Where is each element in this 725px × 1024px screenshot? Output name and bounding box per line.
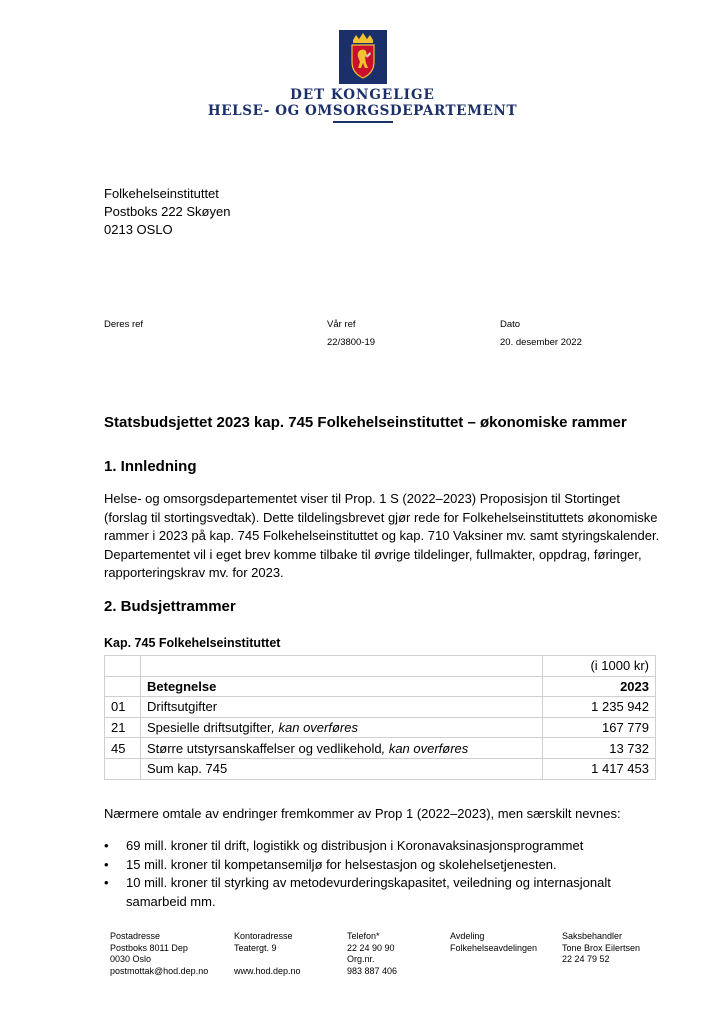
recipient-address xyxy=(104,185,230,239)
unit-note: (i 1000 kr) xyxy=(543,656,656,677)
row-label: Driftsutgifter xyxy=(147,699,218,715)
var-ref-value: 22/3800-19 xyxy=(327,337,376,348)
footer-email: postmottak@hod.dep.no xyxy=(110,965,209,976)
row-label-suffix: , kan overføres xyxy=(271,720,358,736)
ministry-name-line1: DET KONGELIGE xyxy=(290,87,435,103)
footer-website: www.hod.dep.no xyxy=(234,965,301,976)
footer-avdeling: Avdeling Folkehelseavdelingen xyxy=(450,931,538,953)
section-heading-innledning: 1. Innledning xyxy=(104,458,197,475)
footer-saksbehandler: Saksbehandler Tone Brox Eilertsen 22 24 79 52 xyxy=(562,931,641,964)
list-item: • 10 mill. kroner til styrking av metodevurderingskapasitet, veiledning og internasjonalt samarbeid mm. xyxy=(104,875,611,909)
row-amount: 13 732 xyxy=(543,738,656,759)
after-table-text: Nærmere omtale av endringer fremkommer av Prop 1 (2022–2023), men særskilt nevnes: xyxy=(104,806,621,821)
row-amount: 167 779 xyxy=(543,717,656,738)
sum-amount: 1 417 453 xyxy=(543,758,656,779)
footer-kontoradresse: Kontoradresse Teatergt. 9 www.hod.dep.no xyxy=(234,931,301,976)
sum-label: Sum kap. 745 xyxy=(141,758,543,779)
bullet-icon: • xyxy=(104,875,109,890)
section-body-innledning: Helse- og omsorgsdepartementet viser til Prop. 1 S (2022–2023) Proposisjon til Stortinget (forslag til stortingsvedtak). Dette tildelingsbrevet gjør rede for Folkehelseinstituttets økonomiske rammer i 2023 på kap. 745 Folkehelseinstituttet og kap. 710 Vaksiner mv. samt styringskalender. Departementet vil i eget brev komme tilbake til øvrige tildelinger, fullmakter, oppdrag, føringer, rapporteringskrav mv. for 2023. xyxy=(104,491,660,580)
table-title: Kap. 745 Folkehelseinstituttet xyxy=(104,636,281,650)
coat-of-arms-icon xyxy=(339,30,387,84)
ministry-name-line2: HELSE- OG OMSORGSDEPARTEMENT xyxy=(207,103,518,119)
table-sum-row xyxy=(105,758,656,779)
recipient-name: Folkehelseinstituttet xyxy=(104,186,219,201)
table-header-row xyxy=(105,676,656,697)
ministry-logo xyxy=(0,30,725,123)
bullet-list xyxy=(104,837,660,911)
table-row xyxy=(105,717,656,738)
date-value: 20. desember 2022 xyxy=(500,337,582,348)
logo-underline xyxy=(333,121,393,123)
row-amount: 1 235 942 xyxy=(543,697,656,718)
row-label: Større utstyrsanskaffelser og vedlikehold xyxy=(147,740,382,756)
deres-ref-label: Deres ref xyxy=(104,319,144,330)
bullet-icon: • xyxy=(104,838,109,853)
date-label: Dato xyxy=(500,319,521,330)
column-header-year: 2023 xyxy=(543,676,656,697)
row-code: 45 xyxy=(105,738,141,759)
list-item: • 69 mill. kroner til drift, logistikk og distribusjon i Koronavaksinasjonsprogrammet xyxy=(104,837,660,856)
row-label: Spesielle driftsutgifter xyxy=(147,720,272,736)
table-row xyxy=(105,697,656,718)
row-code: 21 xyxy=(105,717,141,738)
bullet-icon: • xyxy=(104,856,109,872)
footer-telefon: Telefon* 22 24 90 90 Org.nr. 983 887 406 xyxy=(347,931,398,976)
table-row xyxy=(105,738,656,759)
recipient-city: 0213 OSLO xyxy=(104,222,173,237)
column-header-description: Betegnelse xyxy=(141,676,543,697)
footer-postadresse: Postadresse Postboks 8011 Dep 0030 Oslo postmottak@hod.dep.no xyxy=(110,931,209,976)
section-heading-budsjettrammer: 2. Budsjettrammer xyxy=(104,598,236,615)
budget-table xyxy=(104,655,656,780)
row-code: 01 xyxy=(105,697,141,718)
table-unit-row xyxy=(105,656,656,677)
var-ref-label: Vår ref xyxy=(327,319,356,330)
row-label-suffix: , kan overføres xyxy=(381,740,469,756)
list-item: • 15 mill. kroner til kompetansemiljø for helsestasjon og skolehelsetjenesten. xyxy=(104,856,660,875)
document-title: Statsbudsjettet 2023 kap. 745 Folkehelseinstituttet – økonomiske rammer xyxy=(104,414,627,431)
recipient-street: Postboks 222 Skøyen xyxy=(104,204,231,219)
